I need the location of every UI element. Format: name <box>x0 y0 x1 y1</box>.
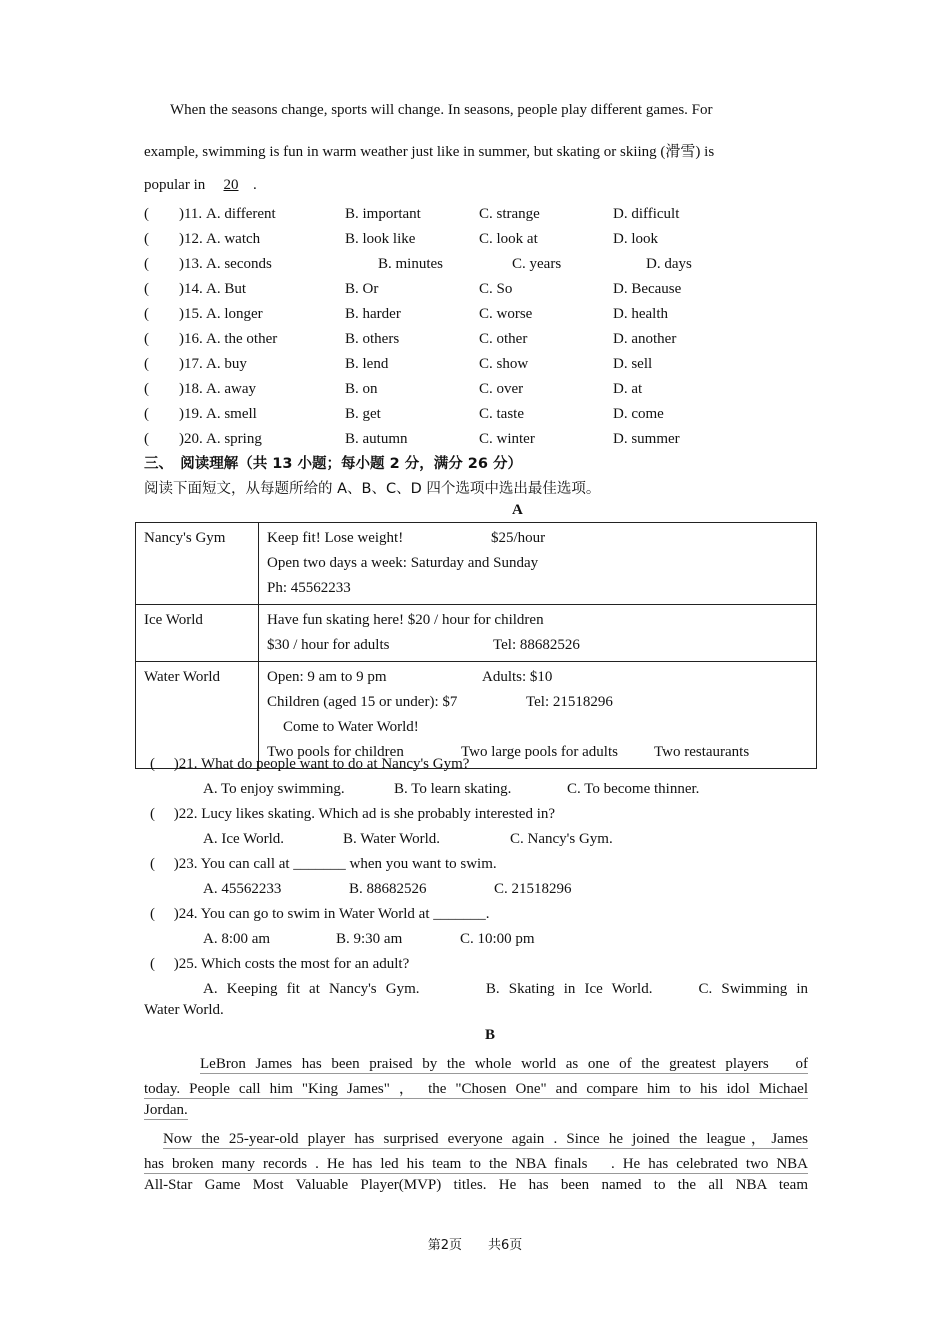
cloze-row <box>144 277 808 302</box>
question-stem: ( )21. What do people want to do at Nancy's Gym? <box>150 756 470 772</box>
option-b: B. 88682526 <box>349 881 427 897</box>
cloze-row <box>144 227 808 252</box>
ad-text: Open two days a week: Saturday and Sunday <box>267 555 539 571</box>
ad-text: Keep fit! Lose weight! <box>267 530 404 546</box>
ad-text: Children (aged 15 or under): $7 <box>267 694 458 710</box>
option-a: A. longer <box>206 306 263 322</box>
option-b: B. get <box>345 406 381 422</box>
option-d: D. look <box>613 231 658 247</box>
question-number: ( )12. <box>144 231 203 247</box>
cloze-row <box>144 402 808 427</box>
ad-details <box>259 523 817 605</box>
question-stem: ( )23. You can call at _______ when you want to swim. <box>150 856 497 872</box>
question-options <box>144 927 808 952</box>
section-3-heading: 三、 阅读理解（共 13 小题；每小题 2 分，满分 26 分） <box>144 456 522 472</box>
option-c: C. worse <box>479 306 533 322</box>
question-options <box>144 777 808 802</box>
page-footer: 第2页 共6页 <box>427 1238 523 1253</box>
option-c: C. strange <box>479 206 540 222</box>
question-options <box>144 827 808 852</box>
ad-name: Water World <box>136 662 259 769</box>
passage-b-line: Jordan. <box>144 1102 188 1118</box>
option-c: C. Nancy's Gym. <box>510 831 613 847</box>
option-a: A. buy <box>206 356 247 372</box>
section-3-instruction: 阅读下面短文，从每题所给的 A、B、C、D 四个选项中选出最佳选项。 <box>144 481 601 497</box>
option-d: D. days <box>646 256 692 272</box>
option-c: C. other <box>479 331 528 347</box>
option-c: C. show <box>479 356 529 372</box>
question-stem: ( )22. Lucy likes skating. Which ad is she probably interested in? <box>150 806 556 822</box>
ad-text: Two restaurants <box>654 744 750 760</box>
question-number: ( )19. <box>144 406 203 422</box>
ad-phone: Ph: 45562233 <box>267 580 351 596</box>
option-b: B. minutes <box>378 256 444 272</box>
ad-text: $30 / hour for adults <box>267 637 390 653</box>
passage-b-line: LeBron James has been praised by the whole world as one of the greatest players of <box>200 1052 808 1074</box>
option-b: B. important <box>345 206 421 222</box>
question-number: ( )14. <box>144 281 203 297</box>
ad-price: $25/hour <box>491 530 546 546</box>
option-a: A. To enjoy swimming. <box>203 781 345 797</box>
option-b: B. lend <box>345 356 389 372</box>
option-d: D. summer <box>613 431 680 447</box>
ad-text: Come to Water World! <box>283 719 419 735</box>
passage-b-title: B <box>485 1027 496 1043</box>
option-b: B. autumn <box>345 431 408 447</box>
option-b: B. Or <box>345 281 379 297</box>
option-b: B. To learn skating. <box>394 781 512 797</box>
cloze-row <box>144 352 808 377</box>
option-b: B. look like <box>345 231 416 247</box>
option-c: C. look at <box>479 231 538 247</box>
intro-line-3-suffix: . <box>253 177 257 193</box>
question-25-stem: ( )25. Which costs the most for an adult? <box>150 956 410 972</box>
option-c: C. To become thinner. <box>567 781 700 797</box>
option-a: A. 45562233 <box>203 881 282 897</box>
option-b: B. 9:30 am <box>336 931 403 947</box>
cloze-row <box>144 327 808 352</box>
cloze-row <box>144 427 808 452</box>
option-b: B. others <box>345 331 400 347</box>
option-d: D. at <box>613 381 643 397</box>
ad-details <box>259 605 817 662</box>
option-a: A. But <box>206 281 247 297</box>
passage-b-line: has broken many records . He has led his team to the NBA finals . He has celebrated two NBA <box>144 1152 808 1174</box>
ad-row-ice-world <box>136 605 817 662</box>
ad-price: Adults: $10 <box>482 669 553 685</box>
option-a: A. seconds <box>206 256 272 272</box>
option-d: D. difficult <box>613 206 680 222</box>
option-d: D. another <box>613 331 677 347</box>
question-25-options-wrap: Water World. <box>144 1002 224 1018</box>
option-a: A. different <box>206 206 276 222</box>
option-d: D. sell <box>613 356 653 372</box>
ad-text: Two pools for children <box>267 744 404 760</box>
question-25-options-line: A. Keeping fit at Nancy's Gym. B. Skating in Ice World. C. Swimming in <box>203 981 808 997</box>
option-c: C. taste <box>479 406 524 422</box>
question-number: ( )11. <box>144 206 203 222</box>
intro-line-1: When the seasons change, sports will change. In seasons, people play different games. For <box>170 102 713 118</box>
question-stem: ( )24. You can go to swim in Water World at _______. <box>150 906 490 922</box>
passage-b-line: today. People call him "King James" ， the "Chosen One" and compare him to his idol Michael <box>144 1077 808 1099</box>
question-number: ( )18. <box>144 381 203 397</box>
ad-row-nancys-gym <box>136 523 817 605</box>
blank-20: 20 <box>223 177 239 193</box>
question-number: ( )20. <box>144 431 203 447</box>
option-c: C. over <box>479 381 524 397</box>
option-b: B. Water World. <box>343 831 441 847</box>
question-number: ( )15. <box>144 306 203 322</box>
cloze-row <box>144 377 808 402</box>
passage-b-line: All-Star Game Most Valuable Player(MVP) titles. He has been named to the all NBA team <box>144 1177 808 1193</box>
intro-line-2: example, swimming is fun in warm weather just like in summer, but skating or skiing (滑雪) is <box>144 144 715 160</box>
ad-phone: Tel: 21518296 <box>526 694 613 710</box>
ad-name: Nancy's Gym <box>136 523 259 605</box>
option-a: A. away <box>206 381 256 397</box>
cloze-row <box>144 302 808 327</box>
option-c: C. So <box>479 281 513 297</box>
cloze-row <box>144 202 808 227</box>
option-a: A. the other <box>206 331 278 347</box>
ad-text: Open: 9 am to 9 pm <box>267 669 387 685</box>
option-c: C. years <box>512 256 562 272</box>
option-a: A. 8:00 am <box>203 931 271 947</box>
ad-phone: Tel: 88682526 <box>493 637 580 653</box>
option-b: B. harder <box>345 306 401 322</box>
passage-b-line: Now the 25-year-old player has surprised everyone again . Since he joined the league，James <box>163 1127 808 1149</box>
option-a: A. spring <box>206 431 262 447</box>
ads-table <box>135 522 817 769</box>
option-c: C. winter <box>479 431 535 447</box>
ad-text: Two large pools for adults <box>461 744 618 760</box>
question-options <box>144 877 808 902</box>
option-b: B. on <box>345 381 378 397</box>
option-a: A. watch <box>206 231 261 247</box>
option-d: D. health <box>613 306 668 322</box>
option-d: D. Because <box>613 281 682 297</box>
intro-line-3 <box>144 177 257 194</box>
intro-line-3-prefix: popular in <box>144 177 206 193</box>
ad-text: Have fun skating here! $20 / hour for children <box>267 612 544 628</box>
option-a: A. Ice World. <box>203 831 284 847</box>
question-number: ( )13. <box>144 256 203 272</box>
option-c: C. 10:00 pm <box>460 931 535 947</box>
ad-name: Ice World <box>136 605 259 662</box>
passage-a-title: A <box>512 502 523 518</box>
cloze-row <box>144 252 808 277</box>
option-a: A. smell <box>206 406 257 422</box>
question-number: ( )17. <box>144 356 203 372</box>
question-number: ( )16. <box>144 331 203 347</box>
option-d: D. come <box>613 406 664 422</box>
option-c: C. 21518296 <box>494 881 572 897</box>
